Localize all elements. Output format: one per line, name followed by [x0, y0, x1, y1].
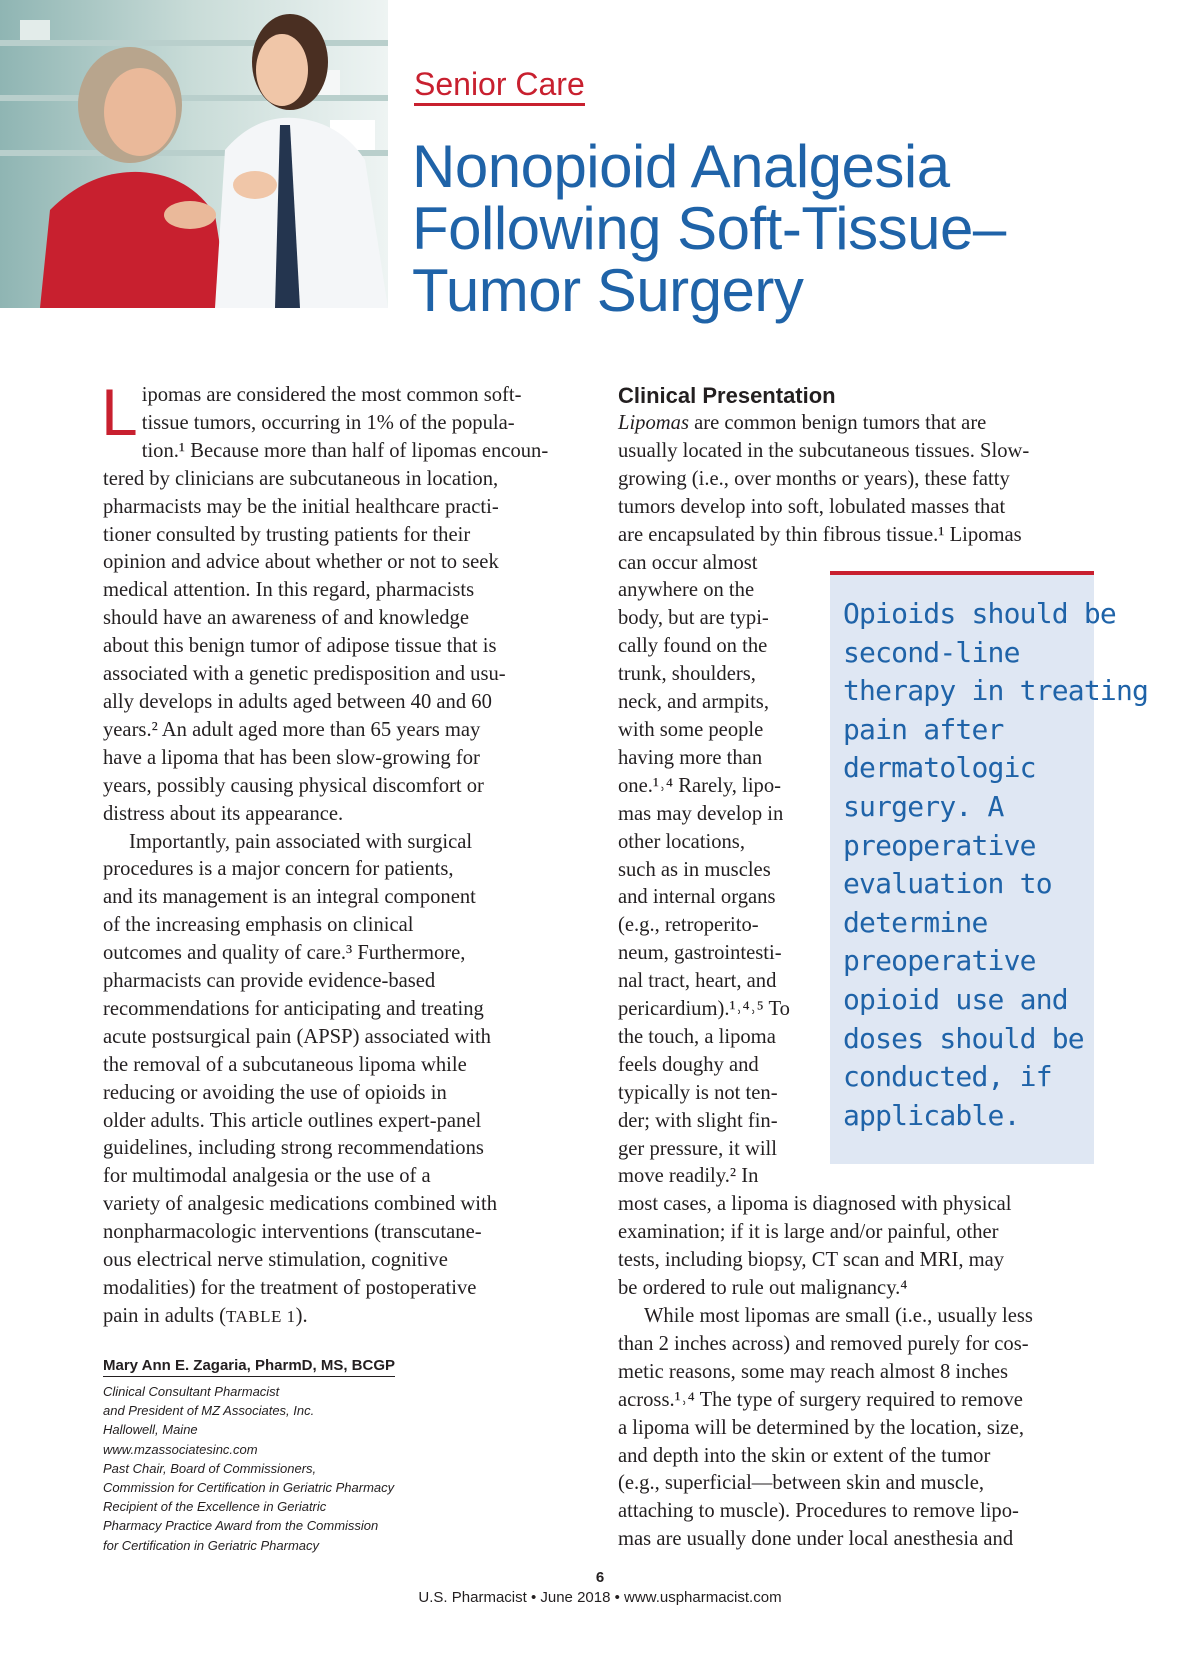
credential-line: Pharmacy Practice Award from the Commission — [103, 1518, 379, 1534]
text-line: nal tract, heart, and — [618, 970, 777, 993]
text-line: such as in muscles — [618, 858, 771, 881]
text-line: usually located in the subcutaneous tissues. Slow- — [618, 439, 1030, 462]
credential-line: Clinical Consultant Pharmacist — [103, 1384, 280, 1399]
text-line: der; with slight fin- — [618, 1109, 778, 1132]
pull-quote — [830, 571, 1149, 1164]
text-line: mas may develop in — [618, 802, 784, 825]
text-line: and internal organs — [618, 886, 776, 909]
text-line: tered by clinicians are subcutaneous in location, — [103, 467, 499, 490]
headline-line: Nonopioid Analgesia — [412, 133, 950, 200]
pharmacist-consultation-photo — [0, 0, 388, 308]
text-line: tioner consulted by trusting patients for their — [103, 523, 471, 546]
text-line: acute postsurgical pain (APSP) associated with — [103, 1025, 491, 1048]
text-line: pharmacists can provide evidence-based — [103, 970, 436, 993]
quote-line: Opioids should be — [843, 597, 1116, 630]
text-line: cally found on the — [618, 635, 768, 658]
text-line: years, possibly causing physical discomfort or — [103, 774, 484, 797]
text-line: medical attention. In this regard, pharmacists — [103, 579, 475, 602]
text-line: attaching to muscle). Procedures to remove lipo- — [618, 1500, 1019, 1523]
headline-line: Following Soft-Tissue– — [412, 195, 1006, 262]
text-line: opinion and advice about whether or not to seek — [103, 551, 499, 574]
credential-line: Recipient of the Excellence in Geriatric — [103, 1499, 327, 1515]
text-line: be ordered to rule out malignancy.⁴ — [618, 1277, 908, 1300]
credential-line: Commission for Certification in Geriatric Pharmacy — [103, 1480, 395, 1496]
text-line: the removal of a subcutaneous lipoma while — [103, 1053, 467, 1076]
page-number: 6 — [595, 1569, 605, 1586]
quote-line: determine — [843, 905, 988, 939]
text-line: procedures is a major concern for patients, — [103, 858, 454, 881]
text-line: a lipoma will be determined by the location, size, — [618, 1416, 1025, 1439]
quote-line: therapy in treating — [843, 674, 1149, 708]
text-line: While most lipomas are small (i.e., usually less — [644, 1305, 1033, 1327]
text-line: typically is not ten- — [618, 1081, 778, 1104]
author-name: Mary Ann E. Zagaria, PharmD, MS, BCGP — [103, 1357, 395, 1377]
quote-line: conducted, if — [843, 1060, 1052, 1094]
text-line: older adults. This article outlines expert-panel — [103, 1109, 482, 1132]
text-line: neck, and armpits, — [618, 691, 769, 714]
text-line: (e.g., superficial—between skin and muscle, — [618, 1472, 984, 1495]
text-line: anywhere on the — [618, 579, 755, 602]
text-line: neum, gastrointesti- — [618, 942, 782, 965]
text-line: body, but are typi- — [618, 607, 769, 630]
text-line: nonpharmacologic interventions (transcutane- — [103, 1221, 482, 1244]
quote-line: evaluation to — [843, 867, 1052, 901]
text-line: have a lipoma that has been slow-growing for — [103, 746, 480, 769]
author-credentials — [103, 1382, 523, 1555]
text-line: feels doughy and — [618, 1053, 759, 1076]
text-line: outcomes and quality of care.³ Furthermore, — [103, 942, 466, 965]
article-headline — [412, 133, 1172, 324]
text-line: the touch, a lipoma — [618, 1025, 776, 1048]
text-fragment: pain in adults ( — [103, 1304, 226, 1327]
text-line: one.¹˒⁴ Rarely, lipo- — [618, 774, 781, 797]
text-line: move readily.² In — [618, 1165, 759, 1188]
text-line: mas are usually done under local anesthesia and — [618, 1528, 1014, 1551]
text-line: variety of analgesic medications combined with — [103, 1193, 498, 1216]
quote-line: doses should be — [843, 1021, 1084, 1055]
quote-line: second-line — [843, 635, 1020, 669]
text-line: tumors develop into soft, lobulated masses that — [618, 495, 1006, 518]
quote-line: applicable. — [843, 1098, 1020, 1132]
credential-line: for Certification in Geriatric Pharmacy — [103, 1537, 320, 1553]
text-line: can occur almost — [618, 551, 758, 574]
text-line: growing (i.e., over months or years), these fatty — [618, 467, 1010, 490]
text-line: (e.g., retroperito- — [618, 914, 759, 937]
text-line: ger pressure, it will — [618, 1137, 777, 1160]
left-column — [101, 375, 583, 1331]
footer-credit: U.S. Pharmacist • June 2018 • www.uspharmacist.com — [418, 1589, 782, 1606]
text-line — [618, 410, 1098, 438]
text-fragment: are common benign tumors that are — [688, 412, 987, 434]
text-line: tion.¹ Because more than half of lipomas encoun- — [141, 439, 549, 462]
text-line: ally develops in adults aged between 40 and 60 — [103, 690, 492, 713]
text-line: and its management is an integral component — [103, 886, 476, 909]
text-line: pharmacists may be the initial healthcare practi- — [103, 495, 499, 518]
text-line: should have an awareness of and knowledge — [103, 607, 469, 630]
author-block — [103, 1357, 523, 1555]
quote-line: surgery. A — [843, 789, 1004, 823]
text-line: about this benign tumor of adipose tissue that is — [103, 635, 497, 658]
text-line: reducing or avoiding the use of opioids in — [103, 1081, 447, 1104]
text-line: years.² An adult aged more than 65 years may — [103, 718, 481, 741]
intro-paragraph — [101, 375, 583, 829]
headline-line: Tumor Surgery — [412, 257, 804, 324]
text-line: trunk, shoulders, — [618, 663, 756, 686]
text-line: associated with a genetic predisposition and usu- — [103, 663, 506, 686]
section-label: Senior Care — [414, 66, 585, 106]
text-line: tests, including biopsy, CT scan and MRI, may — [618, 1249, 1005, 1272]
text-line: having more than — [618, 746, 763, 769]
quote-line: preoperative — [843, 828, 1036, 862]
pull-quote-text — [843, 595, 1149, 1135]
text-fragment: ). — [295, 1304, 308, 1327]
text-line: distress about its appearance. — [103, 802, 344, 825]
text-line: ipomas are considered the most common soft- — [141, 384, 522, 406]
text-line: modalities) for the treatment of postoperative — [103, 1277, 477, 1299]
text-line: than 2 inches across) and removed purely for cos- — [618, 1332, 1029, 1355]
text-line: pericardium).¹˒⁴˒⁵ To — [618, 998, 790, 1021]
section-subhead: Clinical Presentation — [618, 383, 836, 408]
text-line: guidelines, including strong recommendations — [103, 1137, 484, 1160]
text-line: and depth into the skin or extent of the tumor — [618, 1444, 991, 1467]
text-line: for multimodal analgesia or the use of a — [103, 1165, 431, 1188]
text-line: examination; if it is large and/or painful, other — [618, 1221, 999, 1244]
text-line: Importantly, pain associated with surgical — [129, 830, 473, 853]
body-paragraph — [103, 829, 583, 1331]
credential-line: and President of MZ Associates, Inc. — [103, 1403, 315, 1419]
text-line: ous electrical nerve stimulation, cognitive — [103, 1249, 448, 1272]
text-line: of the increasing emphasis on clinical — [103, 914, 414, 937]
quote-line: preoperative — [843, 944, 1036, 978]
credential-line: Past Chair, Board of Commissioners, — [103, 1460, 317, 1476]
text-line: tissue tumors, occurring in 1% of the popula- — [141, 411, 515, 434]
drop-cap: L — [101, 375, 138, 449]
table-reference-link[interactable]: TABLE 1 — [225, 1306, 296, 1326]
body-paragraph — [618, 1303, 1098, 1554]
author-website-link[interactable]: www.mzassociatesinc.com — [103, 1441, 258, 1457]
quote-line: dermatologic — [843, 751, 1036, 785]
credential-line: Hallowell, Maine — [103, 1422, 198, 1438]
text-line — [103, 1303, 583, 1331]
text-line: recommendations for anticipating and treating — [103, 997, 484, 1020]
quote-line: opioid use and — [843, 982, 1068, 1016]
text-line: most cases, a lipoma is diagnosed with physical — [618, 1193, 1012, 1216]
text-line: across.¹˒⁴ The type of surgery required to remove — [618, 1388, 1023, 1411]
text-line: are encapsulated by thin fibrous tissue.¹ Lipomas — [618, 523, 1022, 546]
italic-term: Lipomas — [618, 412, 689, 434]
text-line: metic reasons, some may reach almost 8 inches — [618, 1360, 1009, 1383]
text-line: with some people — [618, 718, 764, 741]
text-line: other locations, — [618, 830, 745, 853]
quote-line: pain after — [843, 712, 1004, 746]
